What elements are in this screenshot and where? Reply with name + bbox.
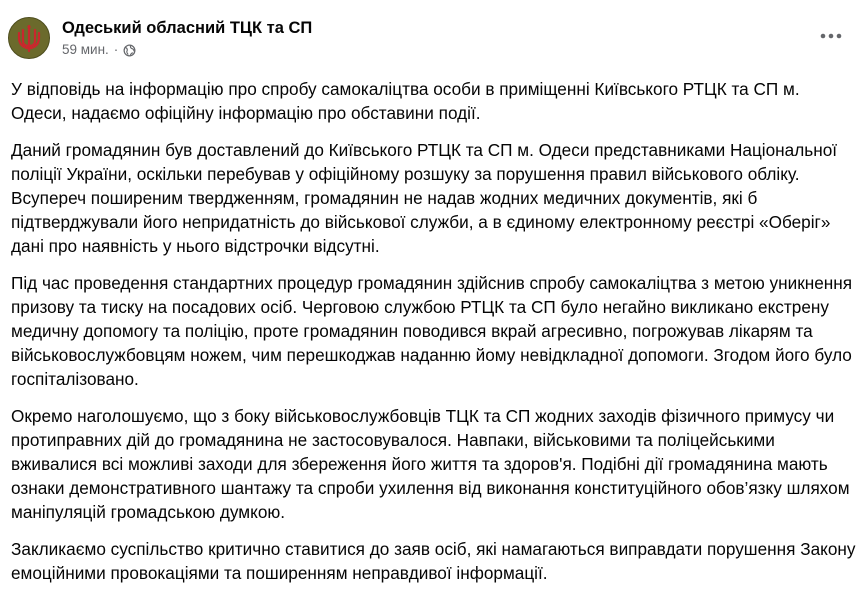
post-header — [8, 14, 312, 62]
page-name-link[interactable]: Одеський обласний ТЦК та СП — [62, 19, 313, 37]
trident-emblem-icon — [15, 23, 43, 53]
post-meta — [62, 18, 312, 58]
post-body — [11, 77, 856, 598]
post-subline — [62, 42, 312, 58]
meta-separator: · — [113, 42, 119, 57]
more-options-button[interactable] — [819, 26, 843, 46]
post-paragraph: Під час проведення стандартних процедур громадянин здійснив спробу самокаліцтва з метою уникнення призову та тиску на посадових осіб. Черговою службою РТЦК та СП було негайно викликано екстрену медичну допомогу та поліцію, проте громадянин поводився вкрай агресивно, погрожував лікарям та військовослужбовцям ножем, чим перешкоджав наданню йому невідкладної допомоги. Згодом його було госпіталізовано. — [11, 273, 853, 389]
post-paragraph: Окремо наголошуємо, що з боку військовослужбовців ТЦК та СП жодних заходів фізичного примусу чи протиправних дій до громадянина не застосовувалося. Навпаки, військовими та поліцейськими вживалися всі можливі заходи для збереження його життя та здоров'я. Подібні дії громадянина мають ознаки демонстративного шантажу та спроби ухилення від виконання конституційного обов’язку шляхом маніпуляцій громадською думкою. — [11, 406, 850, 522]
post-paragraph: У відповідь на інформацію про спробу самокаліцтва особи в приміщенні Київського РТЦК та СП м. Одеси, надаємо офіційну інформацію про обставини події. — [11, 79, 800, 123]
globe-icon — [123, 44, 136, 57]
more-options-icon — [820, 33, 842, 39]
post-paragraph: Закликаємо суспільство критично ставитися до заяв осіб, які намагаються виправдати порушення Закону емоційними провокаціями та поширенням неправдивої інформації. — [11, 539, 856, 583]
page-avatar[interactable] — [8, 17, 50, 59]
post-paragraph: Даний громадянин був доставлений до Київського РТЦК та СП м. Одеси представниками Національної поліції України, оскільки перебував у офіційному розшуку за порушення правил військового обліку. Всупереч поширеним твердженням, громадянин не надав жодних медичних документів, які б підтверджували його непридатність до військової служби, а в єдиному електронному реєстрі «Оберіг» дані про наявність у нього відстрочки відсутні. — [11, 140, 838, 256]
post-timestamp[interactable]: 59 мин. — [62, 42, 109, 57]
